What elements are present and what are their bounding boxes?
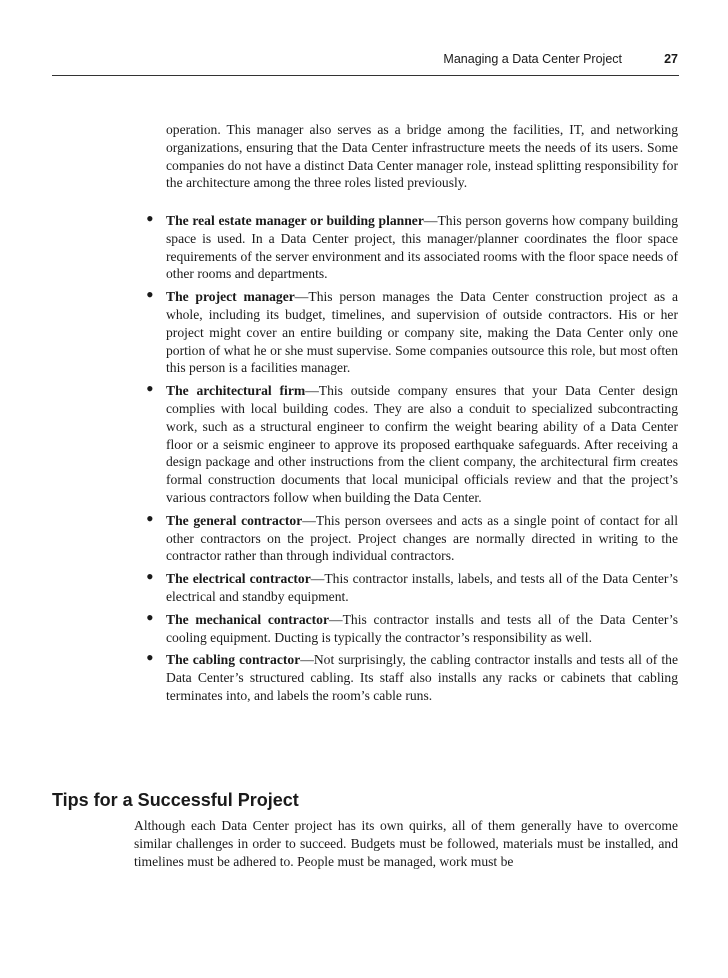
bullet-icon: • xyxy=(146,282,154,308)
continuation-paragraph: operation. This manager also serves as a bridge among the facilities, IT, and networking organizations, ensuring that the Data Center infrastructure meets the needs of its users. Some companies do not have a distinct Data Center manager role, instead splitting responsibility for the architecture among the three roles listed previously. xyxy=(166,122,678,191)
running-header xyxy=(52,52,678,74)
list-item xyxy=(146,645,678,704)
bullet-icon: • xyxy=(146,505,154,531)
em-dash: — xyxy=(423,213,438,228)
bullet-icon: • xyxy=(146,376,154,402)
role-bullet-list xyxy=(146,206,678,710)
header-rule xyxy=(52,75,679,76)
em-dash: — xyxy=(302,512,316,528)
page-number: 27 xyxy=(664,52,678,66)
bullet-text: Not surprisingly, the cabling contractor installs and tests all of the Data Center’s structured cabling. Its staff also installs any racks or cabinets that cabling terminates into, and labels the room’s cable runs. xyxy=(166,652,678,703)
running-header-title: Managing a Data Center Project xyxy=(443,52,622,66)
bullet-text: This person manages the Data Center construction project as a whole, including its budget, timelines, and supervision of outside contractors. His or her project might cover an entire building or company site, making the Data Center only one portion of what he or she must supervise. Some companies outsource this role, but most often this person is a facilities manager. xyxy=(166,289,678,376)
em-dash: — xyxy=(294,289,309,305)
bullet-text: This person governs how company building space is used. In a Data Center project, this manager/planner coordinates the floor space requirements of the server environment and its associated rooms with the floor space needs of other rooms and departments. xyxy=(166,213,678,282)
bullet-text: This person oversees and acts as a single point of contact for all other contractors on the project. Project changes are normally directed in writing to the contractor rather than through individual contractors. xyxy=(166,512,678,564)
list-item xyxy=(146,376,678,507)
bullet-term: The cabling contractor xyxy=(166,652,301,668)
list-item xyxy=(146,282,678,377)
em-dash: — xyxy=(305,383,319,399)
bullet-icon: • xyxy=(146,564,154,590)
bullet-term: The real estate manager or building planner xyxy=(166,213,424,228)
bullet-term: The mechanical contractor xyxy=(166,611,330,627)
bullet-text: This outside company ensures that your Data Center design complies with local building codes. They are also a conduit to specialized subcontracting work, such as a structural engineer to confirm the weight bearing ability of a Data Center floor or a seismic engineer to approve its proposed earthquake safeguards. After receiving a design package and other instructions from the client company, the architectural firm creates formal construction documents that local municipal officials review and that the project’s various contractors follow when building the Data Center. xyxy=(166,383,678,505)
list-item xyxy=(146,505,678,565)
bullet-icon: • xyxy=(146,645,154,671)
bullet-text: This contractor installs, labels, and tests all of the Data Center’s electrical and standby equipment. xyxy=(166,571,678,604)
section-paragraph: Although each Data Center project has its own quirks, all of them generally have to overcome similar challenges in order to succeed. Budgets must be followed, materials must be installed, and timelines must be adhered to. People must be managed, work must be xyxy=(134,818,678,869)
bullet-text: This contractor installs and tests all of the Data Center’s cooling equipment. Ducting is typically the contractor’s responsibility as well. xyxy=(166,611,678,645)
em-dash: — xyxy=(300,652,314,668)
bullet-term: The general contractor xyxy=(166,512,303,528)
bullet-term: The architectural firm xyxy=(166,383,306,399)
bullet-term: The electrical contractor xyxy=(166,571,311,587)
bullet-icon: • xyxy=(146,604,154,630)
em-dash: — xyxy=(310,571,325,587)
list-item xyxy=(146,604,678,647)
list-item xyxy=(146,564,678,606)
list-item xyxy=(146,206,678,283)
bullet-icon: • xyxy=(146,206,154,231)
bullet-term: The project manager xyxy=(166,289,295,305)
section-heading: Tips for a Successful Project xyxy=(52,790,299,810)
em-dash: — xyxy=(329,611,343,627)
